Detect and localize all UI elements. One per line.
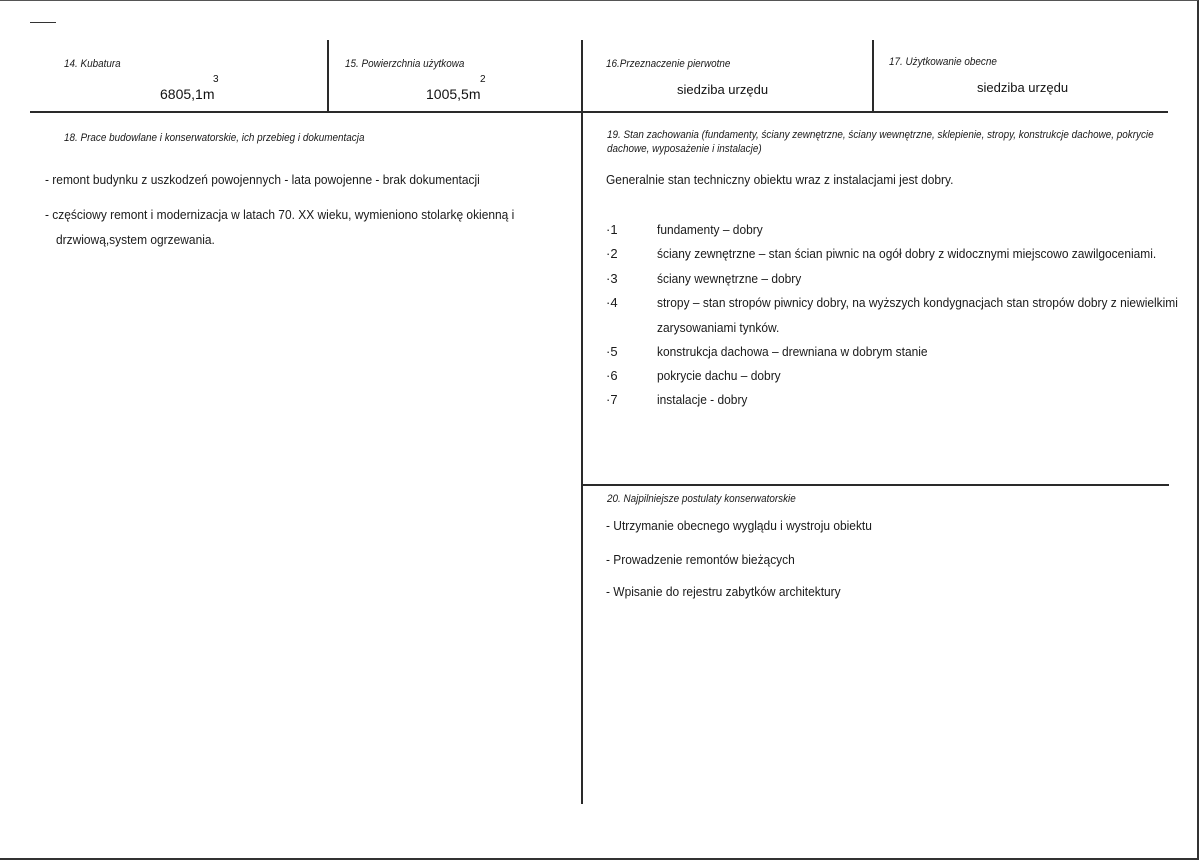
section-19-item-6-number: ·6 (606, 368, 618, 383)
section-19-item-7-text: instalacje - dobry (657, 392, 748, 407)
section-20-line-1: - Utrzymanie obecnego wyglądu i wystroju obiektu (606, 518, 872, 533)
section-19-item-2-number: ·2 (606, 246, 618, 261)
section-20-line-2: - Prowadzenie remontów bieżących (606, 552, 795, 567)
top-row-divider (30, 111, 1168, 113)
section-18-line-3: drzwiową,system ogrzewania. (56, 232, 215, 247)
col-divider-3 (872, 40, 874, 112)
section-18-label: 18. Prace budowlane i konserwatorskie, ich przebieg i dokumentacja (64, 132, 365, 144)
col-divider-2 (581, 40, 583, 804)
section-19-item-5-text: konstrukcja dachowa – drewniana w dobrym stanie (657, 344, 928, 359)
section-19-intro: Generalnie stan techniczny obiektu wraz z instalacjami jest dobry. (606, 172, 954, 187)
field-17-label: 17. Użytkowanie obecne (889, 56, 997, 68)
section-18-line-1: - remont budynku z uszkodzeń powojennych - lata powojenne - brak dokumentacji (45, 172, 480, 187)
section-19-item-1-text: fundamenty – dobry (657, 222, 763, 237)
field-16-value: siedziba urzędu (677, 82, 769, 97)
section-19-item-4-number: ·4 (606, 295, 618, 310)
section-18-line-2: - częściowy remont i modernizacja w latach 70. XX wieku, wymieniono stolarkę okienną i (45, 207, 515, 222)
section-20-line-3: - Wpisanie do rejestru zabytków architektury (606, 584, 841, 599)
field-14-value: 6805,1m (160, 86, 215, 102)
field-15-superscript: 2 (480, 74, 486, 85)
section-19-item-3-text: ściany wewnętrzne – dobry (657, 271, 802, 286)
field-17-value: siedziba urzędu (977, 80, 1069, 95)
section-19-item-2-text: ściany zewnętrzne – stan ścian piwnic na ogół dobry z widocznymi miejscowo zawilgoceniami. (657, 246, 1157, 261)
field-16-label: 16.Przeznaczenie pierwotne (606, 58, 731, 70)
section-19-20-divider (582, 484, 1169, 486)
field-14-label: 14. Kubatura (64, 58, 121, 70)
section-19-item-4-text: stropy – stan stropów piwnicy dobry, na wyższych kondygnacjach stan stropów dobry z niewielkimi (657, 295, 1178, 310)
section-19-item-4-continuation: zarysowaniami tynków. (657, 320, 780, 335)
section-19-item-5-number: ·5 (606, 344, 618, 359)
field-15-value: 1005,5m (426, 86, 481, 102)
field-14-superscript: 3 (213, 74, 219, 85)
section-20-label: 20. Najpilniejsze postulaty konserwatorskie (607, 493, 796, 505)
section-19-item-1-number: ·1 (606, 222, 618, 237)
corner-mark (30, 22, 56, 23)
field-15-label: 15. Powierzchnia użytkowa (345, 58, 465, 70)
col-divider-1 (327, 40, 329, 112)
section-19-label: 19. Stan zachowania (fundamenty, ściany zewnętrzne, ściany wewnętrzne, sklepienie, stropy, konstrukcje dachowe, pokrycie dachowe, wyposażenie i instalacje) (607, 129, 1154, 155)
section-19-item-7-number: ·7 (606, 392, 618, 407)
section-19-item-6-text: pokrycie dachu – dobry (657, 368, 781, 383)
section-19-item-3-number: ·3 (606, 271, 618, 286)
